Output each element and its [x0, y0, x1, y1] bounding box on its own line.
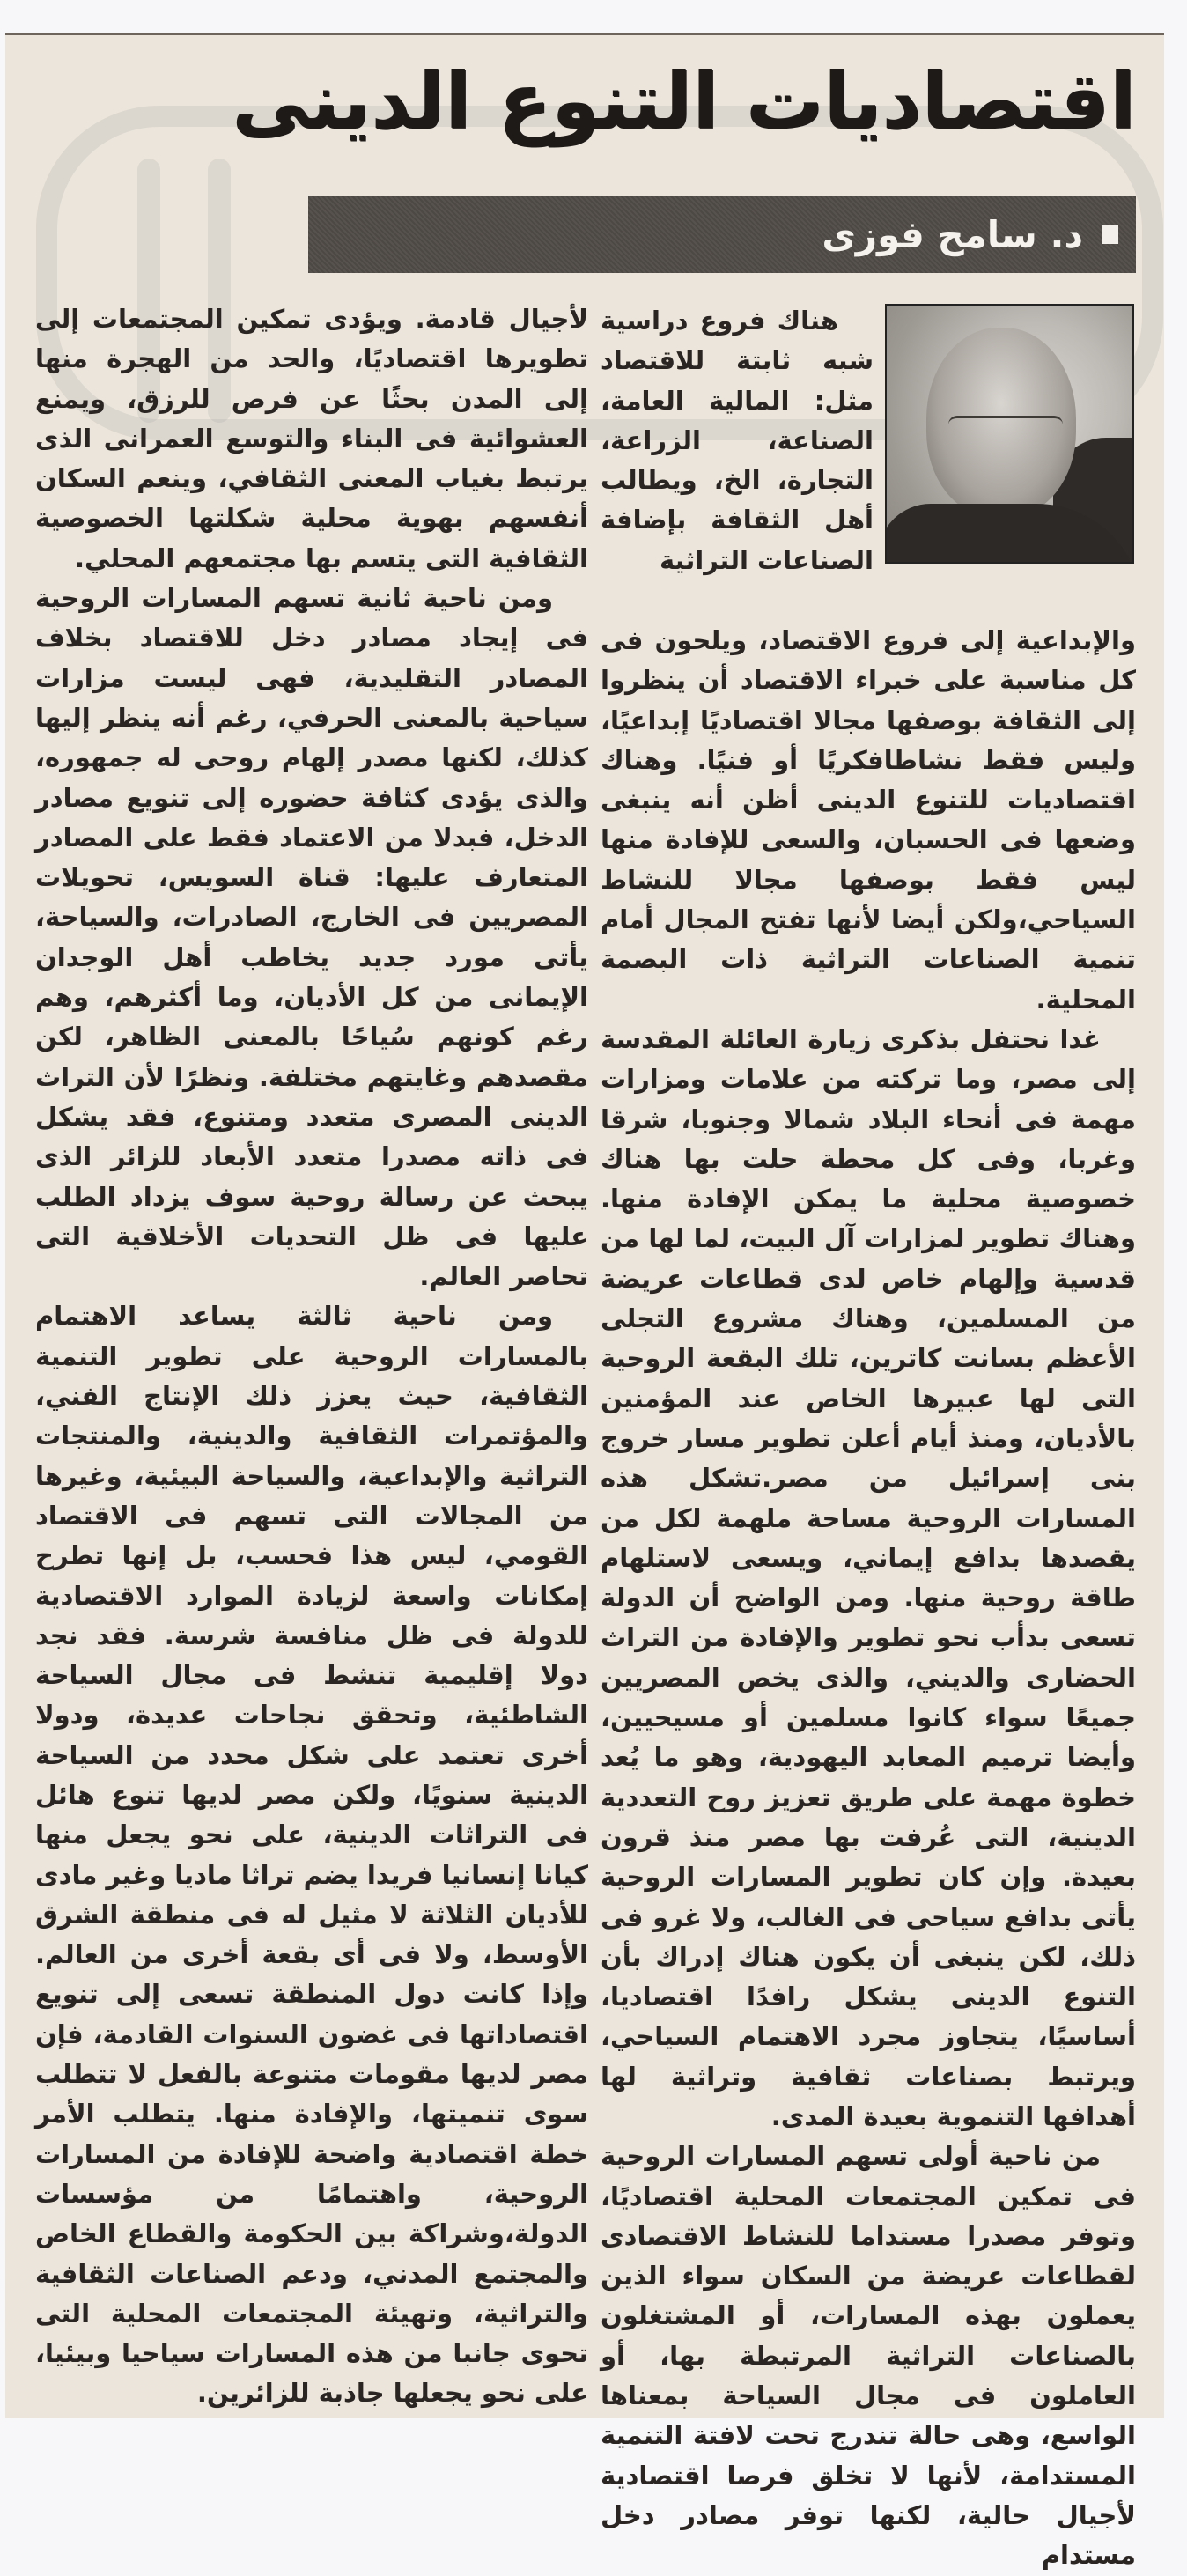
photo-glasses: [948, 416, 1063, 438]
paragraph: ومن ناحية ثالثة يساعد الاهتمام بالمسارات الروحية على تطوير التنمية الثقافية، حيث يعزز ذلك الإنتاج الفني، والمؤتمرات الثقافية والدينية، والمنتجات التراثية والإبداعية، والسياحة البيئية، وغيرها من المجالات التى تسهم فى الاقتصاد القومي، ليس هذا فحسب، بل إنها تطرح إمكانات واسعة لزيادة الموارد الاقتصادية للدولة فى ظل منافسة شرسة. فقد نجد دولا إقليمية تنشط فى مجال السياحة الشاطئية، وتحقق نجاحات عديدة، ودولا أخرى تعتمد على شكل محدد من السياحة الدينية سنويًا، ولكن مصر لديها تنوع هائل فى التراثات الدينية، على نحو يجعل منها كيانا إنسانيا فريدا يضم تراثا ماديا وغير مادى للأديان الثلاثة لا مثيل له فى منطقة الشرق الأوسط، ولا فى أى بقعة أخرى من العالم. وإذا كانت دول المنطقة تسعى إلى تنويع اقتصاداتها فى غضون السنوات القادمة، فإن مصر لديها مقومات متنوعة بالفعل لا تتطلب سوى تنميتها، والإفادة منها. يتطلب الأمر خطة اقتصادية واضحة للإفادة من المسارات الروحية، واهتمامًا من مؤسسات الدولة،وشراكة بين الحكومة والقطاع الخاص والمجتمع المدني، ودعم الصناعات الثقافية والتراثية، وتهيئة المجتمعات المحلية التى تحوى جانبا من هذه المسارات سياحيا وبيئيا، على نحو يجعلها جاذبة للزائرين.: [35, 1301, 588, 2409]
paragraph: ومن ناحية ثانية تسهم المسارات الروحية فى إيجاد مصادر دخل للاقتصاد بخلاف المصادر التقليدية، فهى ليست مزارات سياحية بالمعنى الحرفي، رغم أنه ينظر إليها كذلك، لكنها مصدر إلهام روحى له جمهوره، والذى يؤدى كثافة حضوره إلى تنويع مصادر الدخل، فبدلا من الاعتماد فقط على المصادر المتعارف عليها: قناة السويس، تحويلات المصريين فى الخارج، الصادرات، والسياحة، يأتى مورد جديد يخاطب أهل الوجدان الإيمانى من كل الأديان، وما أكثرهم، وهم رغم كونهم سُياحًا بالمعنى الظاهر، لكن مقصدهم وغايتهم مختلفة. ونظرًا لأن التراث الدينى المصرى متعدد ومتنوع، فقد يشكل فى ذاته مصدرا متعدد الأبعاد للزائر الذى يبحث عن رسالة روحية سوف يزداد الطلب عليها فى ظل التحديات الأخلاقية التى تحاصر العالم.: [35, 583, 588, 1292]
paragraph: غدا نحتفل بذكرى زيارة العائلة المقدسة إلى مصر، وما تركته من علامات ومزارات مهمة فى أنحاء البلاد شمالا وجنوبا، شرقا وغربا، وفى كل محطة حلت بها هناك خصوصية محلية ما يمكن الإفادة منها. وهناك تطوير لمزارات آل البيت، لما لها من قدسية وإلهام خاص لدى قطاعات عريضة من المسلمين، وهناك مشروع التجلى الأعظم بسانت كاترين، تلك البقعة الروحية التى لها عبيرها الخاص عند المؤمنين بالأديان، ومنذ أيام أعلن تطوير مسار خروج بنى إسرائيل من مصر.تشكل هذه المسارات الروحية مساحة ملهمة لكل من يقصدها بدافع إيماني، ويسعى لاستلهام طاقة روحية منها. ومن الواضح أن الدولة تسعى بدأب نحو تطوير والإفادة من التراث الحضارى والديني، والذى يخص المصريين جميعًا سواء كانوا مسلمين أو مسيحيين، وأيضا ترميم المعابد اليهودية، وهو ما يُعد خطوة مهمة على طريق تعزيز روح التعددية الدينية، التى عُرفت بها مصر منذ قرون بعيدة. وإن كان تطوير المسارات الروحية يأتى بدافع سياحى فى الغالب، ولا غرو فى ذلك، لكن ينبغى أن يكون هناك إدراك بأن التنوع الدينى يشكل رافدًا اقتصاديا، أساسيًا، يتجاوز مجرد الاهتمام السياحي، ويرتبط بصناعات ثقافية وتراثية لها أهدافها التنموية بعيدة المدى.: [601, 1023, 1136, 2131]
byline-bar: [308, 196, 1136, 273]
author-name: د. سامح فوزى: [822, 212, 1083, 256]
article-headline: اقتصاديات التنوع الدينى: [232, 55, 1136, 146]
intro-paragraph: هناك فروع دراسية شبه ثابتة للاقتصاد مثل: المالية العامة، الصناعة، الزراعة، التجارة، الخ، ويطالب أهل الثقافة بإضافة الصناعات التراثية: [601, 306, 874, 575]
paragraph: والإبداعية إلى فروع الاقتصاد، ويلحون فى كل مناسبة على خبراء الاقتصاد أن ينظروا إلى الثقافة بوصفها مجالا اقتصاديًا إبداعيًا، وليس فقط نشاطافكريًا أو فنيًا. وهناك اقتصاديات للتنوع الدينى أظن أنه ينبغى وضعها فى الحسبان، والسعى للإفادة منها ليس فقط بوصفها مجالا للنشاط السياحي،ولكن أيضا لأنها تفتح المجال أمام تنمية الصناعات التراثية ذات البصمة المحلية.: [601, 625, 1136, 1015]
paragraph: من ناحية أولى تسهم المسارات الروحية فى تمكين المجتمعات المحلية اقتصاديًا، وتوفر مصدرا مستداما للنشاط الاقتصادى لقطاعات عريضة من السكان سواء الذين يعملون بهذه المسارات، أو المشتغلون بالصناعات التراثية المرتبطة بها، أو العاملون فى مجال السياحة بمعناها الواسع، وهى حالة تندرج تحت لافتة التنمية المستدامة، لأنها لا تخلق فرصا اقتصادية لأجيال حالية، لكنها توفر مصادر دخل مستدام: [601, 2141, 1136, 2571]
left-column: [35, 299, 588, 2414]
right-column-intro: [601, 301, 874, 580]
square-bullet-icon: [1102, 225, 1118, 244]
author-photo: [885, 304, 1134, 564]
paragraph: لأجيال قادمة. ويؤدى تمكين المجتمعات إلى تطويرها اقتصاديًا، والحد من الهجرة منها إلى المدن بحثًا عن فرص للرزق، ويمنع العشوائية فى البناء والتوسع العمرانى الذى يرتبط بغياب المعنى الثقافي، وينعم السكان أنفسهم بهوية محلية شكلتها الخصوصية الثقافية التى يتسم بها مجتمعهم المحلي.: [35, 304, 588, 573]
right-column: [601, 621, 1136, 2576]
